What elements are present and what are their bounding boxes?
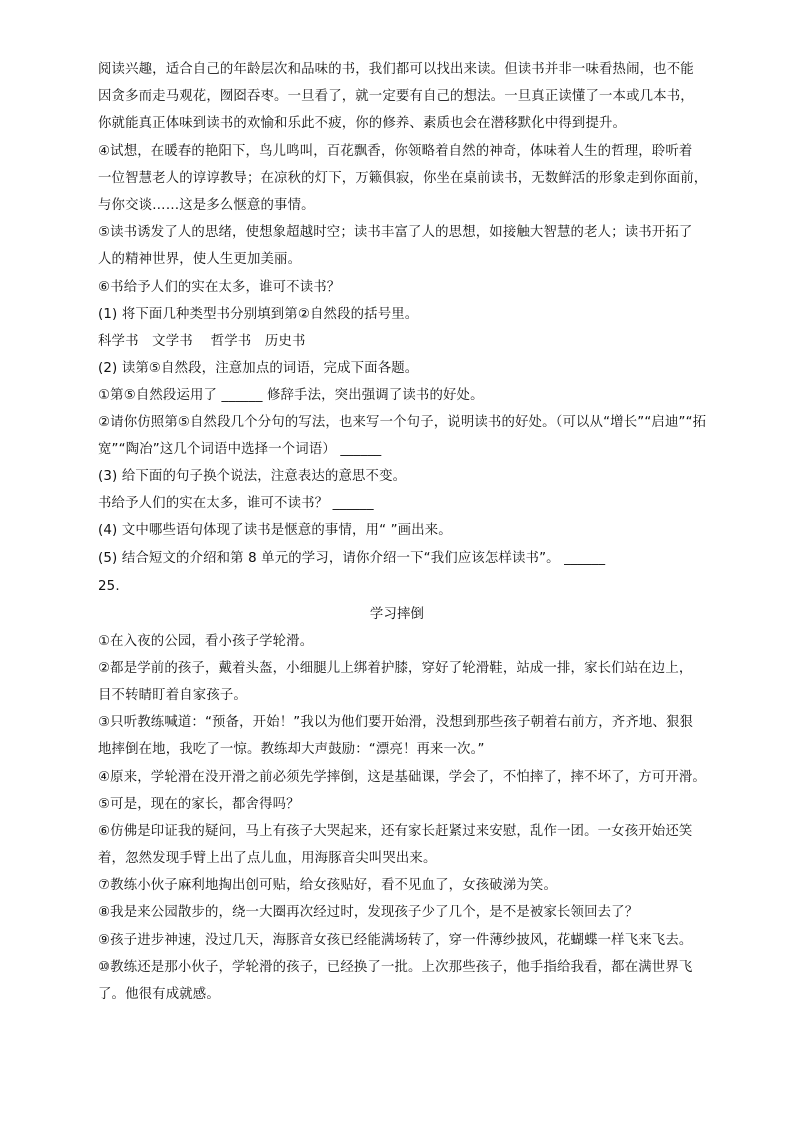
paragraph-5-line: ⑤读书诱发了人的思绪，使想象超越时空；读书丰富了人的思想，如接触大智慧的老人；读书开拓了 <box>98 225 693 240</box>
question-4: (4) 文中哪些语句体现了读书是惬意的事情，用“ ”画出来。 <box>98 523 452 538</box>
paragraph-8-line: ⑧我是来公园散步的，绕一大圈再次经过时，发现孩子少了几个，是不是被家长领回去了？ <box>98 905 639 920</box>
question-2: (2) 读第⑤自然段，注意加点的词语，完成下面各题。 <box>98 361 419 376</box>
paragraph-5-line: 人的精神世界，使人生更加美丽。 <box>98 252 302 267</box>
passage-line: 阅读兴趣，适合自己的年龄层次和品味的书，我们都可以找出来读。但读书并非一味看热闹，也不能 <box>98 62 694 77</box>
paragraph-6-line: ⑥仿佛是印证我的疑问，马上有孩子大哭起来，还有家长赶紧过来安慰，乱作一团。一女孩开始还笑 <box>98 824 693 839</box>
question-5: (5) 结合短文的介绍和第 8 单元的学习，请你介绍一下“我们应该怎样读书”。 ______ <box>98 551 606 566</box>
passage-line: 你就能真正体味到读书的欢愉和乐此不疲，你的修养、素质也会在潜移默化中得到提升。 <box>98 116 627 131</box>
book-types: 科学书 文学书 哲学书 历史书 <box>98 334 306 349</box>
paragraph-10-line: 了。他很有成就感。 <box>98 987 220 1002</box>
question-2-part-2: ②请你仿照第⑤自然段几个分句的写法，也来写一个句子，说明读书的好处。（可以从“增长”“启迪”“拓 <box>98 415 707 430</box>
passage-title: 学习摔倒 <box>369 607 425 622</box>
paragraph-2-line: ②都是学前的孩子，戴着头盔，小细腿儿上绑着护膝，穿好了轮滑鞋，站成一排，家长们站在边上， <box>98 661 693 676</box>
question-3: (3) 给下面的句子换个说法，注意表达的意思不变。 <box>98 469 407 484</box>
paragraph-10-line: ⑩教练还是那小伙子，学轮滑的孩子，已经换了一批。上次那些孩子，他手指给我看，都在满世界飞 <box>98 960 693 975</box>
paragraph-6-line: 着，忽然发现手臂上出了点儿血，用海豚音尖叫哭出来。 <box>98 851 437 866</box>
paragraph-4-line: ④试想，在暖春的艳阳下，鸟儿鸣叫，百花飘香，你领略着自然的神奇，体味着人生的哲理，聆听着 <box>98 144 693 159</box>
question-2-part-2: 宽”“陶冶”这几个词语中选择一个词语） ______ <box>98 442 382 457</box>
passage-line: 因贪多而走马观花，囫囵吞枣。一旦看了，就一定要有自己的想法。一旦真正读懂了一本或几本书， <box>98 89 694 104</box>
paragraph-4-line: 与你交谈……这是多么惬意的事情。 <box>98 198 315 213</box>
paragraph-9-line: ⑨孩子进步神速，没过几天，海豚音女孩已经能满场转了，穿一件薄纱披风，花蝴蝶一样飞来飞去。 <box>98 933 693 948</box>
question-1: (1) 将下面几种类型书分别填到第②自然段的括号里。 <box>98 307 419 322</box>
paragraph-3-line: ③只听教练喊道：“预备，开始！”我以为他们要开始滑，没想到那些孩子朝着右前方，齐齐地、狠狠 <box>98 715 694 730</box>
question-3-sentence: 书给予人们的实在太多，谁可不读书？ ______ <box>98 496 374 511</box>
paragraph-6-line: ⑥书给予人们的实在太多，谁可不读书？ <box>98 280 341 295</box>
paragraph-4-line: ④原来，学轮滑在没开滑之前必须先学摔倒，这是基础课，学会了，不怕摔了，摔不坏了，方可开滑。 <box>98 770 706 785</box>
paragraph-1-line: ①在入夜的公园，看小孩子学轮滑。 <box>98 634 314 649</box>
question-2-part-1: ①第⑤自然段运用了 ______ 修辞手法，突出强调了读书的好处。 <box>98 388 484 403</box>
paragraph-7-line: ⑦教练小伙子麻利地掏出创可贴，给女孩贴好，看不见血了，女孩破涕为笑。 <box>98 878 557 893</box>
paragraph-5-line: ⑤可是，现在的家长，都舍得吗？ <box>98 797 300 812</box>
paragraph-4-line: 一位智慧老人的谆谆教导；在凉秋的灯下，万籁俱寂，你坐在桌前读书，无数鲜活的形象走到你面前， <box>98 171 708 186</box>
question-number: 25. <box>98 579 120 594</box>
paragraph-2-line: 目不转睛盯着自家孩子。 <box>98 688 247 703</box>
paragraph-3-line: 地摔倒在地，我吃了一惊。教练却大声鼓励：“漂亮！再来一次。” <box>98 742 485 757</box>
